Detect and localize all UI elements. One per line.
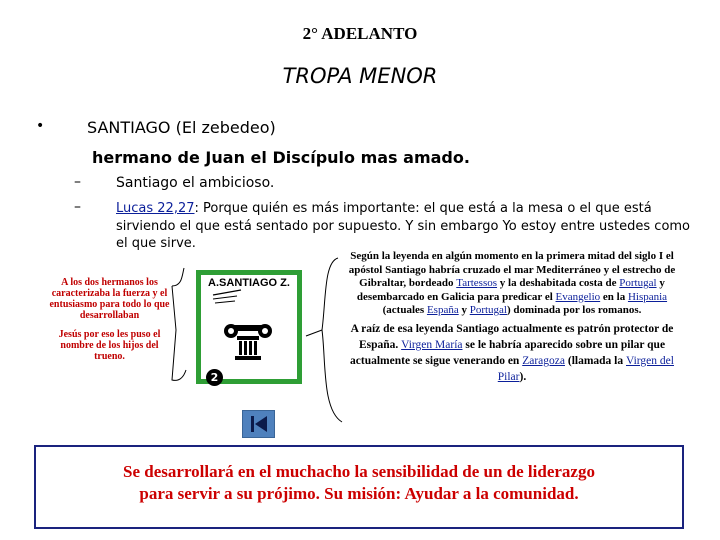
banner-line-2: para servir a su prójimo. Su misión: Ayudar a la comunidad.: [139, 484, 579, 503]
dash-marker: –: [74, 199, 81, 215]
link-zaragoza[interactable]: Zaragoza: [522, 354, 565, 367]
slide-title: TROPA MENOR: [282, 64, 438, 88]
legend-text-6: y: [458, 304, 470, 317]
sub-point-quote: [116, 200, 696, 253]
link-virgen-maria[interactable]: Virgen María: [401, 338, 463, 351]
legend-text-1: Según la leyenda en algún momento en la primera mitad del siglo I el apóstol Santiago habría cruzado el mar Mediterráneo y el estrecho de Gibraltar, bordeado: [348, 250, 676, 290]
right-note-legend: [344, 250, 680, 318]
banner-line-1: Se desarrollará en el muchacho la sensibilidad de un de liderazgo: [123, 462, 595, 481]
lucas-link[interactable]: Lucas 22,27: [116, 201, 195, 216]
link-espana[interactable]: España: [426, 304, 459, 317]
emblem-title: A.SANTIAGO Z.: [208, 277, 290, 289]
legend-text-5: (actuales: [382, 304, 427, 317]
left-note-p1: A los dos hermanos los caracterizaba la fuerza y el entusiasmo para todo lo que desarrollaban: [49, 277, 170, 321]
legend-text-7: ) dominada por los romanos.: [506, 304, 642, 317]
left-note-p2: Jesús por eso les puso el nombre de los hijos del trueno.: [58, 329, 161, 362]
link-portugal-2[interactable]: Portugal: [469, 304, 507, 317]
bullet-marker: •: [36, 118, 45, 134]
link-portugal[interactable]: Portugal: [619, 277, 657, 290]
ionic-column-icon: [201, 275, 297, 379]
left-note: [47, 277, 172, 370]
skip-back-icon: [243, 411, 274, 437]
mission-banner: [34, 445, 684, 529]
quote-text: : Porque quién es más importante: el que está a la mesa o el que está sirviendo el que está sentado por supuesto. Y sin embargo Yo estoy entre ustedes como el que sirve.: [116, 201, 691, 251]
sub-point-ambitious: Santiago el ambicioso.: [116, 175, 275, 191]
back-to-start-button[interactable]: [242, 410, 275, 438]
legend-text-4: en la: [600, 290, 628, 303]
right-note-patron: [344, 321, 680, 385]
right-note: [344, 250, 680, 385]
legend-text-2: y la deshabitada costa de: [497, 277, 620, 290]
main-name: SANTIAGO (El zebedeo): [87, 118, 276, 137]
legend-text-3: y desembarcado en Galicia para predicar el: [356, 277, 665, 303]
main-relation: hermano de Juan el Discípulo mas amado.: [92, 148, 470, 167]
patron-text-2: se le habría aparecido sobre un pilar que actualmente se sigue venerando en: [350, 338, 666, 367]
link-virgen-del-pilar[interactable]: Virgen del Pilar: [497, 354, 674, 383]
link-hispania[interactable]: Hispania: [627, 290, 668, 303]
emblem-badge: [196, 270, 302, 384]
link-evangelio[interactable]: Evangelio: [555, 290, 601, 303]
patron-text-4: ).: [519, 370, 527, 383]
slide-heading: 2° ADELANTO: [302, 24, 418, 43]
patron-text-3: (llamada la: [564, 354, 626, 367]
link-tartessos[interactable]: Tartessos: [456, 277, 498, 290]
dash-marker: –: [74, 174, 81, 190]
emblem-number: 2: [206, 369, 223, 386]
patron-text-1: A raíz de esa leyenda Santiago actualmente es patrón protector de España.: [350, 322, 674, 351]
